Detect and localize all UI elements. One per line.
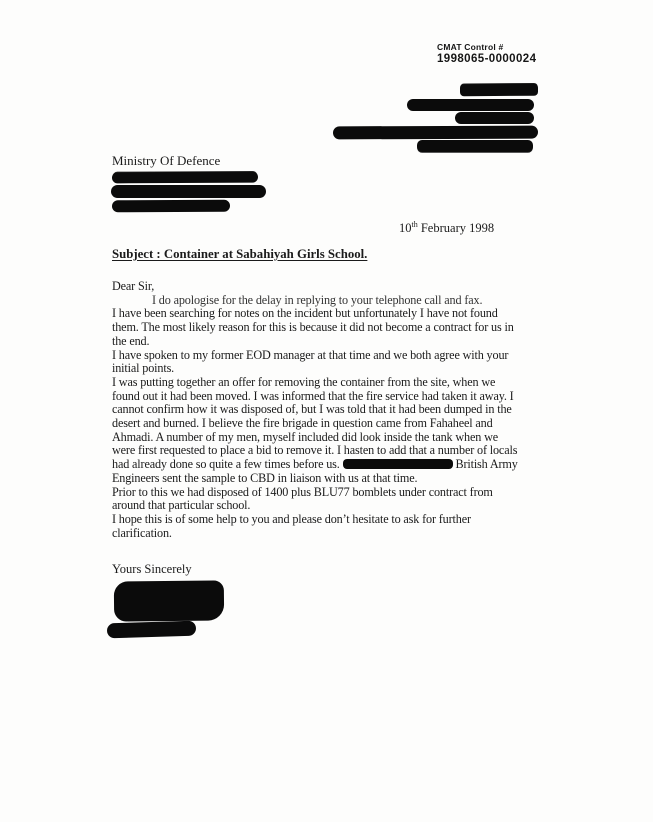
body-line: them. The most likely reason for this is because it did not become a contract for us in <box>112 320 514 335</box>
body-line-pre: had already done so quite a few times before us. <box>112 457 343 472</box>
redaction-bar <box>417 140 533 152</box>
cmat-control-number: 1998065-0000024 <box>437 53 537 65</box>
letter-date <box>399 221 494 236</box>
body-line: Ahmadi. A number of my men, myself included did look inside the tank when we <box>112 429 498 444</box>
redaction-bar <box>407 99 534 111</box>
body-line: the end. <box>112 333 150 348</box>
subject-line: Subject : Container at Sabahiyah Girls School. <box>112 247 368 261</box>
sender-name: Ministry Of Defence <box>112 153 221 168</box>
redaction-bar <box>455 112 534 124</box>
body-line: Prior to this we had disposed of 1400 plus BLU77 bomblets under contract from <box>112 484 493 499</box>
body-line: I do apologise for the delay in replying to your telephone call and fax. <box>152 292 483 307</box>
body-line: desert and burned. I believe the fire brigade in question came from Fahaheel and <box>112 416 493 431</box>
body-line: I hope this is of some help to you and please don’t hesitate to ask for further <box>112 511 471 526</box>
body-line: found out it had been moved. I was informed that the fire service had taken it away. I <box>112 388 514 403</box>
redaction-bar-inline <box>343 459 453 469</box>
body-line: Engineers sent the sample to CBD in liaison with us at that time. <box>112 470 418 485</box>
body-line: around that particular school. <box>112 498 251 513</box>
cmat-control-label: CMAT Control # <box>437 42 504 52</box>
body-line: clarification. <box>112 525 172 540</box>
body-line-post: British Army <box>452 457 518 472</box>
cmat-control-block <box>437 42 536 65</box>
body-line: I was putting together an offer for removing the container from the site, when we <box>112 374 496 389</box>
redaction-bar <box>460 84 538 97</box>
closing-valediction: Yours Sincerely <box>112 562 192 576</box>
date-day: 10 <box>399 221 412 235</box>
redaction-bar <box>112 172 258 184</box>
date-month-year: February 1998 <box>417 221 495 235</box>
body-line: initial points. <box>112 361 175 376</box>
redaction-signature-block <box>114 580 224 621</box>
redaction-bar <box>111 185 266 198</box>
letter-body <box>112 280 582 540</box>
redaction-bar <box>333 126 538 140</box>
date-ordinal: th <box>411 219 418 229</box>
redaction-bar <box>107 621 196 639</box>
body-line: I have spoken to my former EOD manager at that time and we both agree with your <box>112 347 509 362</box>
body-line: were first requested to place a bid to remove it. I hasten to add that a number of locals <box>112 443 518 458</box>
salutation: Dear Sir, <box>112 279 155 293</box>
body-line: cannot confirm how it was disposed of, but I was told that it had been dumped in the <box>112 402 512 417</box>
body-line: I have been searching for notes on the incident but unfortunately I have not found <box>112 306 498 321</box>
body-line-with-redaction <box>112 458 582 472</box>
redaction-bar <box>112 200 230 213</box>
